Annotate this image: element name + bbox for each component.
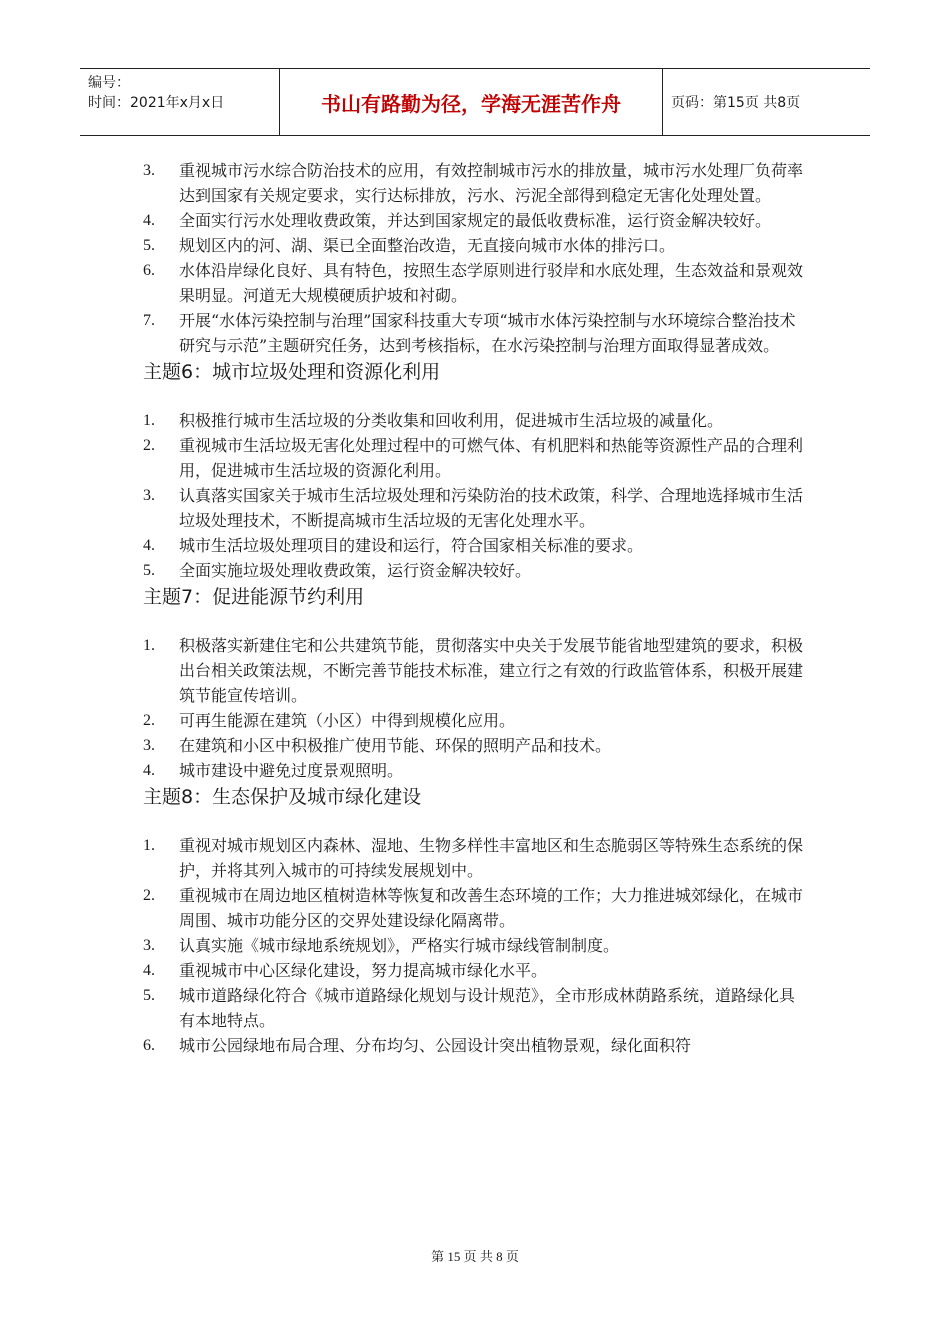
list-item: 6. 水体沿岸绿化良好、具有特色，按照生态学原则进行驳岸和水底处理，生态效益和景观效果明显。河道无大规模硬质护坡和衬砌。 — [143, 261, 804, 305]
list-waste — [143, 408, 808, 583]
list-ecology — [143, 833, 808, 1058]
list-item: 7. 开展“水体污染控制与治理”国家科技重大专项“城市水体污染控制与水环境综合整治技术研究与示范”主题研究任务，达到考核指标，在水污染控制与治理方面取得显著成效。 — [143, 311, 796, 355]
document-body — [143, 158, 808, 1058]
section-heading: 主题6：城市垃圾处理和资源化利用 — [143, 361, 441, 383]
list-item: 2. 重视城市在周边地区植树造林等恢复和改善生态环境的工作；大力推进城郊绿化，在城市周围、城市功能分区的交界处建设绿化隔离带。 — [143, 886, 804, 930]
list-item: 3. 认真落实国家关于城市生活垃圾处理和污染防治的技术政策，科学、合理地选择城市生活垃圾处理技术，不断提高城市生活垃圾的无害化处理水平。 — [143, 486, 804, 530]
section-heading: 主题7：促进能源节约利用 — [143, 586, 365, 608]
code-label: 编号： — [88, 75, 130, 91]
list-item: 6. 城市公园绿地布局合理、分布均匀、公园设计突出植物景观，绿化面积符 — [143, 1036, 692, 1055]
list-item: 2. 可再生能源在建筑（小区）中得到规模化应用。 — [143, 711, 516, 730]
header-meta — [80, 69, 280, 135]
list-item: 2. 重视城市生活垃圾无害化处理过程中的可燃气体、有机肥料和热能等资源性产品的合理利用，促进城市生活垃圾的资源化利用。 — [143, 436, 804, 480]
list-item: 5. 规划区内的河、湖、渠已全面整治改造，无直接向城市水体的排污口。 — [143, 236, 676, 255]
list-item: 4. 城市建设中避免过度景观照明。 — [143, 761, 404, 780]
list-item: 1. 积极推行城市生活垃圾的分类收集和回收利用，促进城市生活垃圾的减量化。 — [143, 411, 724, 430]
list-item: 5. 城市道路绿化符合《城市道路绿化规划与设计规范》，全市形成林荫路系统，道路绿化具有本地特点。 — [143, 986, 796, 1030]
list-item: 4. 全面实行污水处理收费政策，并达到国家规定的最低收费标准，运行资金解决较好。 — [143, 211, 772, 230]
list-item: 3. 重视城市污水综合防治技术的应用，有效控制城市污水的排放量，城市污水处理厂负荷率达到国家有关规定要求，实行达标排放，污水、污泥全部得到稳定无害化处理处置。 — [143, 161, 804, 205]
header-motto: 书山有路勤为径，学海无涯苦作舟 — [280, 69, 663, 135]
header-page-label: 页码：第15页 共8页 — [671, 95, 801, 111]
page-footer: 第 15 页 共 8 页 — [431, 1249, 519, 1264]
list-item: 1. 积极落实新建住宅和公共建筑节能，贯彻落实中央关于发展节能省地型建筑的要求，积极出台相关政策法规，不断完善节能技术标准，建立行之有效的行政监管体系，积极开展建筑节能宣传培训。 — [143, 636, 804, 705]
list-item: 3. 认真实施《城市绿地系统规划》，严格实行城市绿线管制制度。 — [143, 936, 620, 955]
date-label: 时间：2021年x月x日 — [88, 95, 225, 111]
list-item: 3. 在建筑和小区中积极推广使用节能、环保的照明产品和技术。 — [143, 736, 612, 755]
list-item: 1. 重视对城市规划区内森林、湿地、生物多样性丰富地区和生态脆弱区等特殊生态系统的保护，并将其列入城市的可持续发展规划中。 — [143, 836, 804, 880]
list-item: 4. 城市生活垃圾处理项目的建设和运行，符合国家相关标准的要求。 — [143, 536, 644, 555]
list-energy — [143, 633, 808, 783]
section-heading: 主题8：生态保护及城市绿化建设 — [143, 786, 422, 808]
page-header — [80, 68, 870, 136]
list-water — [143, 158, 808, 358]
list-item: 4. 重视城市中心区绿化建设，努力提高城市绿化水平。 — [143, 961, 548, 980]
list-item: 5. 全面实施垃圾处理收费政策，运行资金解决较好。 — [143, 561, 532, 580]
